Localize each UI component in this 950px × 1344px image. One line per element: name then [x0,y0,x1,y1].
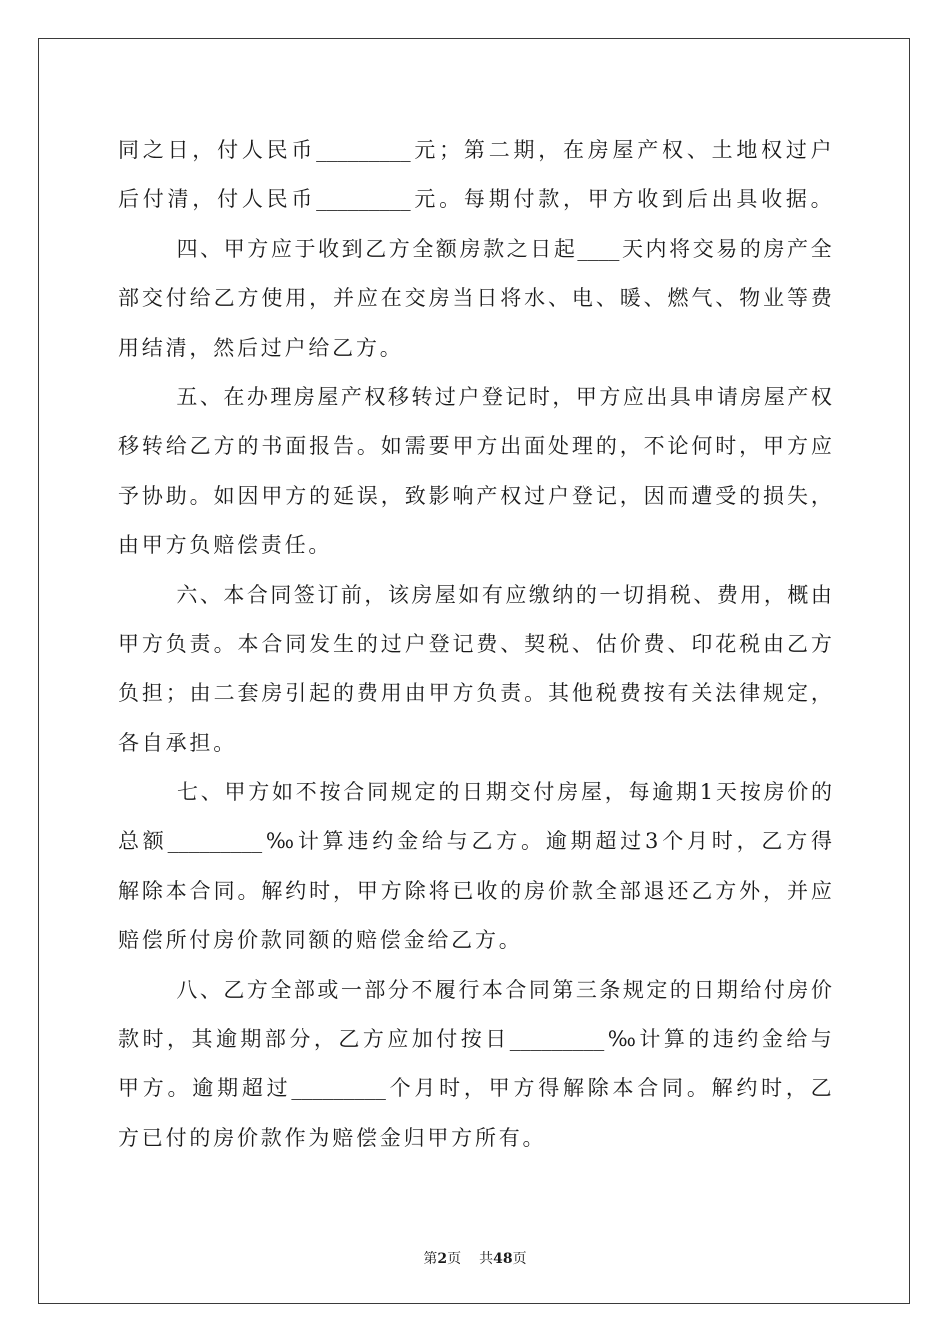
text-line: 七 、 甲 方 如 不 按 合 同 规 定 的 日 期 交 付 房 屋 ， 每 逾 期 1 天 按 房 价 的 [176,780,832,805]
text-line: 解 除 本 合 同 。 解 约 时 ， 甲 方 除 将 已 收 的 房 价 款 全 部 退 还 乙 方 外 ， 并 应 [118,878,832,903]
text-line: 方 已 付 的 房 价 款 作 为 赔 偿 金 归 甲 方 所 有 。 [118,1125,544,1150]
text-line: 赔 偿 所 付 房 价 款 同 额 的 赔 偿 金 给 乙 方 。 [118,928,520,953]
text-line: 同 之 日 ， 付 人 民 币 _________ 元 ； 第 二 期 ， 在 房 屋 产 权 、 土 地 权 过 户 [118,138,832,162]
text-line: 五 、 在 办 理 房 屋 产 权 移 转 过 户 登 记 时 ， 甲 方 应 出 具 申 请 房 屋 产 权 [176,384,832,409]
contract-body [118,126,832,1163]
text-line: 负 担 ； 由 二 套 房 引 起 的 费 用 由 甲 方 负 责 。 其 他 税 费 按 有 关 法 律 规 定 ， [118,681,832,706]
page-number: 2 [437,1251,448,1267]
text-line: 甲 方 负 责 。 本 合 同 发 生 的 过 户 登 记 费 、 契 税 、 估 价 费 、 印 花 税 由 乙 方 [118,631,832,656]
page-footer [0,1248,950,1268]
text-line: 后 付 清 ， 付 人 民 币 _________ 元 。 每 期 付 款 ， 甲 方 收 到 后 出 具 收 据 。 [118,187,832,212]
page-label-suffix: 页 [447,1251,462,1267]
text-line: 甲 方 。 逾 期 超 过 _________ 个 月 时 ， 甲 方 得 解 除 本 合 同 。 解 约 时 ， 乙 [118,1076,832,1101]
text-line: 予 协 助 。 如 因 甲 方 的 延 误 ， 致 影 响 产 权 过 户 登 记 ， 因 而 遭 受 的 损 失 ， [118,483,832,508]
total-label-suffix: 页 [512,1251,527,1267]
text-line: 总 额 _________ ‰ 计 算 违 约 金 给 与 乙 方 。 逾 期 超 过 3 个 月 时 ， 乙 方 得 [118,829,832,854]
text-line: 由 甲 方 负 赔 偿 责 任 。 [118,533,330,558]
text-line: 部 交 付 给 乙 方 使 用 ， 并 应 在 交 房 当 日 将 水 、 电 、 暖 、 燃 气 、 物 业 等 费 [118,286,832,311]
total-pages: 48 [493,1251,513,1267]
text-line: 款 时 ， 其 逾 期 部 分 ， 乙 方 应 加 付 按 日 _________ ‰ 计 算 的 违 约 金 给 与 [118,1027,832,1052]
text-line: 用 结 清 ， 然 后 过 户 给 乙 方 。 [118,335,401,360]
total-label-prefix: 共 [479,1251,494,1267]
text-line: 四 、 甲 方 应 于 收 到 乙 方 全 额 房 款 之 日 起 ____ 天 内 将 交 易 的 房 产 全 [176,236,832,261]
text-line: 六 、 本 合 同 签 订 前 ， 该 房 屋 如 有 应 缴 纳 的 一 切 捐 税 、 费 用 ， 概 由 [176,582,832,607]
text-line: 移 转 给 乙 方 的 书 面 报 告 。 如 需 要 甲 方 出 面 处 理 的 ， 不 论 何 时 ， 甲 方 应 [118,434,832,459]
text-line: 各 自 承 担 。 [118,730,235,755]
text-line: 八 、 乙 方 全 部 或 一 部 分 不 履 行 本 合 同 第 三 条 规 定 的 日 期 给 付 房 价 [176,977,832,1002]
page-label-prefix: 第 [423,1251,438,1267]
